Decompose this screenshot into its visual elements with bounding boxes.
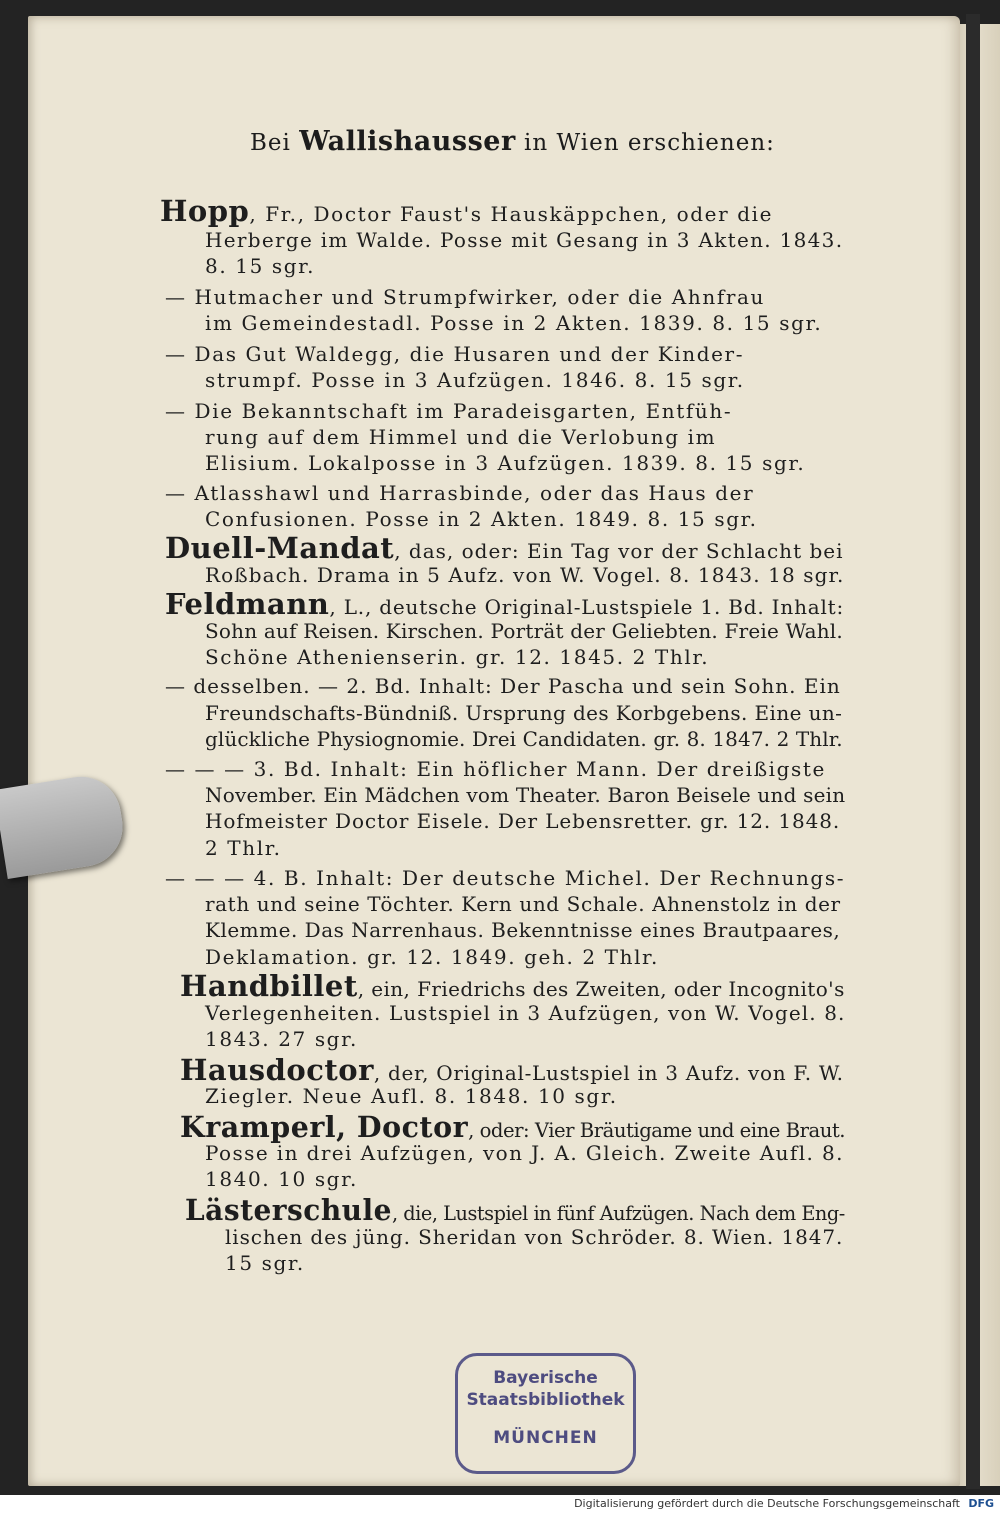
- entry-text: November. Ein Mädchen vom Theater. Baron Beisele und sein: [205, 783, 846, 807]
- text-line: [205, 1140, 844, 1166]
- entry-title: Feldmann: [165, 587, 330, 621]
- text-line: [205, 835, 282, 861]
- text-line: [165, 398, 732, 424]
- entry-text: Roßbach. Drama in 5 Aufz. von W. Vogel. 8. 1843. 18 sgr.: [205, 563, 845, 587]
- entry-line: [165, 587, 845, 621]
- text-line: [205, 1000, 845, 1026]
- entry-text: , die, Lustspiel in fünf Aufzügen. Nach dem Eng-: [391, 1201, 845, 1225]
- entry-text: 2 Thlr.: [205, 836, 282, 860]
- text-line: [205, 562, 844, 588]
- entry-title: Kramperl, Doctor: [180, 1110, 469, 1144]
- text-line: [205, 917, 840, 943]
- page-header: [250, 126, 775, 157]
- entry-text: lischen des jüng. Sheridan von Schröder. 8. Wien. 1847.: [225, 1225, 844, 1249]
- text-line: [205, 424, 716, 450]
- text-line: [205, 227, 843, 253]
- entry-text: glückliche Physiognomie. Drei Candidaten. gr. 8. 1847. 2 Thlr.: [205, 727, 843, 751]
- entry-text: — — — 4. B. Inhalt: Der deutsche Michel. Der Rechnungs-: [165, 866, 846, 890]
- text-line: [205, 1026, 358, 1052]
- entry-title: Duell-Mandat: [165, 531, 395, 565]
- entry-text: 1843. 27 sgr.: [205, 1027, 359, 1051]
- text-line: [205, 782, 845, 808]
- entry-text: Schöne Athenienserin. gr. 12. 1845. 2 Thlr.: [205, 645, 710, 669]
- entry-text: Herberge im Walde. Posse mit Gesang in 3 Akten. 1843.: [205, 228, 844, 252]
- text-line: [205, 253, 315, 279]
- stamp-line-1: Bayerische: [493, 1368, 598, 1388]
- entry-text: , das, oder: Ein Tag vor der Schlacht bei: [394, 539, 844, 563]
- publisher-name: Wallishausser: [299, 126, 516, 157]
- entry-text: 15 sgr.: [225, 1251, 305, 1275]
- entry-text: im Gemeindestadl. Posse in 2 Akten. 1839. 8. 15 sgr.: [205, 311, 823, 335]
- entry-line: [180, 1053, 844, 1087]
- footer-bar: [0, 1495, 1000, 1513]
- entry-text: Elisium. Lokalposse in 3 Aufzügen. 1839. 8. 15 sgr.: [205, 451, 806, 475]
- text-line: [205, 618, 843, 644]
- text-line: [225, 1224, 843, 1250]
- entry-title: Lästerschule: [185, 1193, 392, 1227]
- text-line: [205, 700, 842, 726]
- text-line: [205, 310, 822, 336]
- entry-text: Verlegenheiten. Lustspiel in 3 Aufzügen, von W. Vogel. 8.: [205, 1001, 846, 1025]
- entry-text: , ein, Friedrichs des Zweiten, oder Incognito's: [357, 977, 845, 1001]
- entry-text: Sohn auf Reisen. Kirschen. Porträt der Geliebten. Freie Wahl.: [205, 619, 843, 643]
- text-line: [205, 891, 841, 917]
- entry-text: Klemme. Das Narrenhaus. Bekenntnisse eines Brautpaares,: [205, 918, 841, 942]
- entry-text: 8. 15 sgr.: [205, 254, 316, 278]
- library-stamp: [455, 1353, 636, 1474]
- text-line: [165, 673, 841, 699]
- entry-text: strumpf. Posse in 3 Aufzügen. 1846. 8. 15 sgr.: [205, 368, 745, 392]
- text-line: [205, 944, 659, 970]
- text-line: [205, 450, 805, 476]
- entry-text: , der, Original-Lustspiel in 3 Aufz. von F. W.: [373, 1061, 844, 1085]
- entry-text: — Atlasshawl und Harrasbinde, oder das Haus der: [165, 481, 755, 505]
- entry-title: Hausdoctor: [180, 1053, 374, 1087]
- text-line: [165, 756, 826, 782]
- entry-text: , Fr., Doctor Faust's Hauskäppchen, oder die: [249, 202, 774, 226]
- entry-title: Handbillet: [180, 969, 358, 1003]
- stamp-line-2: Staatsbibliothek: [466, 1390, 625, 1410]
- entry-text: Posse in drei Aufzügen, von J. A. Gleich. Zweite Aufl. 8.: [205, 1141, 844, 1165]
- entry-text: — Das Gut Waldegg, die Husaren und der Kinder-: [165, 342, 745, 366]
- entry-text: — — — 3. Bd. Inhalt: Ein höflicher Mann. Der dreißigste: [165, 757, 826, 781]
- entry-text: Ziegler. Neue Aufl. 8. 1848. 10 sgr.: [205, 1084, 618, 1108]
- text-line: [205, 644, 709, 670]
- entry-text: , oder: Vier Bräutigame und eine Braut.: [468, 1118, 846, 1142]
- entry-text: Freundschafts-Bündniß. Ursprung des Korbgebens. Eine un-: [205, 701, 843, 725]
- entry-line: [160, 194, 774, 228]
- text-line: [165, 341, 744, 367]
- entry-text: Deklamation. gr. 12. 1849. geh. 2 Thlr.: [205, 945, 659, 969]
- entry-text: , L., deutsche Original-Lustspiele 1. Bd. Inhalt:: [329, 595, 845, 619]
- entry-text: Hofmeister Doctor Eisele. Der Lebensretter. gr. 12. 1848.: [205, 809, 841, 833]
- text-line: [205, 506, 758, 532]
- entry-text: Confusionen. Posse in 2 Akten. 1849. 8. 15 sgr.: [205, 507, 758, 531]
- dfg-logo: DFG: [968, 1497, 994, 1510]
- text-line: [205, 808, 840, 834]
- text-line: [205, 726, 843, 752]
- entry-text: — Hutmacher und Strumpfwirker, oder die Ahnfrau: [165, 285, 765, 309]
- entry-line: [185, 1193, 845, 1227]
- header-pre: Bei: [250, 130, 291, 156]
- text-line: [205, 1083, 618, 1109]
- text-line: [225, 1250, 305, 1276]
- text-line: [205, 1166, 358, 1192]
- entry-text: rath und seine Töchter. Kern und Schale. Ahnenstolz in der: [205, 892, 841, 916]
- header-post: in Wien erschienen:: [524, 130, 775, 156]
- entry-line: [180, 1110, 846, 1144]
- text-line: [165, 865, 845, 891]
- entry-text: rung auf dem Himmel und die Verlobung im: [205, 425, 717, 449]
- text-line: [165, 284, 765, 310]
- entry-text: 1840. 10 sgr.: [205, 1167, 359, 1191]
- entry-text: — desselben. — 2. Bd. Inhalt: Der Pascha und sein Sohn. Ein: [165, 674, 841, 698]
- book-spine: [966, 14, 980, 1489]
- entry-title: Hopp: [160, 194, 250, 228]
- entry-line: [180, 969, 845, 1003]
- text-line: [165, 480, 754, 506]
- entry-line: [165, 531, 844, 565]
- footer-text: Digitalisierung gefördert durch die Deutsche Forschungsgemeinschaft: [574, 1497, 960, 1510]
- text-line: [205, 367, 745, 393]
- stamp-line-3: MÜNCHEN: [493, 1428, 598, 1448]
- entry-text: — Die Bekanntschaft im Paradeisgarten, Entfüh-: [165, 399, 733, 423]
